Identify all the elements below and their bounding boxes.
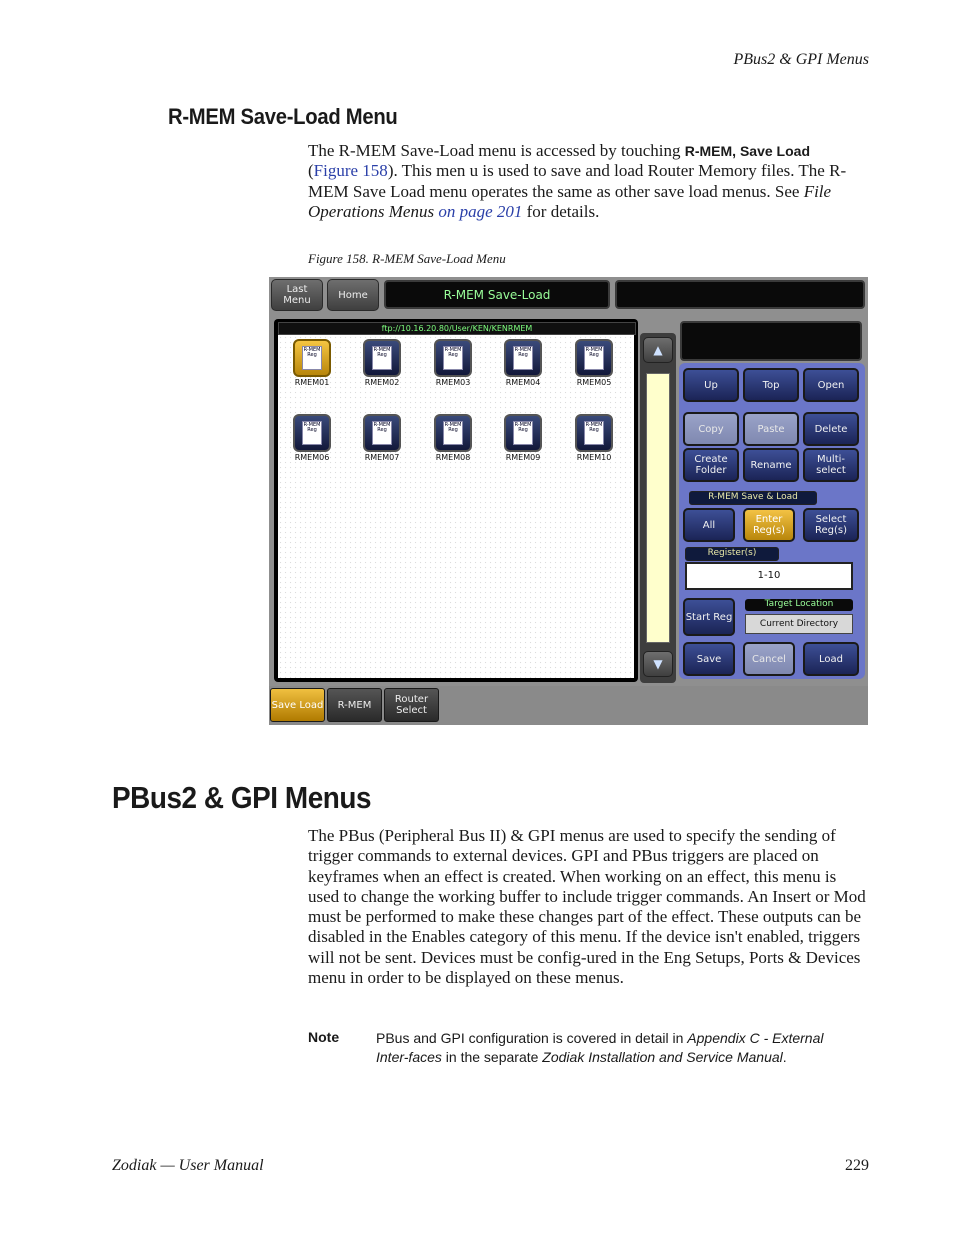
page-number: 229 xyxy=(845,1157,869,1174)
info-box xyxy=(680,321,862,361)
rmem-file-icon xyxy=(575,414,613,452)
rmem-paragraph xyxy=(308,141,870,222)
tab-save-load[interactable]: Save Load xyxy=(270,688,325,722)
bottom-tab-bar xyxy=(269,686,868,725)
rmem-file-icon xyxy=(504,414,542,452)
file-item[interactable] xyxy=(428,414,478,462)
multi-select-button[interactable]: Multi-select xyxy=(803,448,859,482)
file-name: RMEM06 xyxy=(294,453,330,462)
file-item[interactable] xyxy=(569,339,619,387)
start-reg-button[interactable]: Start Reg xyxy=(683,598,735,636)
file-ops-panel xyxy=(679,363,865,679)
delete-button[interactable]: Delete xyxy=(803,412,859,446)
text: ( xyxy=(308,161,314,181)
section-heading-rmem: R-MEM Save-Load Menu xyxy=(168,104,398,129)
save-button[interactable]: Save xyxy=(683,642,735,676)
icon-text: R-MEM Reg xyxy=(513,421,533,445)
manual-ref: Zodiak Installation and Service Manual xyxy=(542,1048,783,1065)
file-item[interactable] xyxy=(498,339,548,387)
save-load-label: R-MEM Save & Load xyxy=(689,491,817,505)
icon-text: R-MEM Reg xyxy=(584,421,604,445)
note-label: Note xyxy=(308,1029,340,1045)
rmem-file-icon xyxy=(434,414,472,452)
file-item[interactable] xyxy=(357,339,407,387)
scroll-track[interactable] xyxy=(646,373,670,643)
file-name: RMEM10 xyxy=(576,453,612,462)
rmem-file-icon xyxy=(363,414,401,452)
enter-regs-button[interactable]: Enter Reg(s) xyxy=(743,508,795,542)
note-text xyxy=(376,1029,856,1066)
icon-text: R-MEM Reg xyxy=(513,346,533,370)
registers-label: Register(s) xyxy=(685,547,779,561)
file-name: RMEM07 xyxy=(364,453,400,462)
menu-title: R-MEM Save-Load xyxy=(384,280,610,309)
status-box xyxy=(615,280,865,309)
tab-rmem[interactable]: R-MEM xyxy=(327,688,382,722)
current-directory-field[interactable]: Current Directory xyxy=(745,614,853,634)
figure-caption: Figure 158. R-MEM Save-Load Menu xyxy=(308,251,506,266)
rmem-file-icon xyxy=(434,339,472,377)
last-menu-button[interactable]: Last Menu xyxy=(271,279,323,311)
icon-text: R-MEM Reg xyxy=(584,346,604,370)
icon-text: R-MEM Reg xyxy=(443,346,463,370)
rename-button[interactable]: Rename xyxy=(743,448,799,482)
text: . xyxy=(782,1048,787,1065)
file-item[interactable] xyxy=(498,414,548,462)
scrollbar[interactable] xyxy=(640,333,676,683)
icon-text: R-MEM Reg xyxy=(372,346,392,370)
text: in the separate xyxy=(441,1048,543,1065)
file-item[interactable] xyxy=(569,414,619,462)
file-name: RMEM04 xyxy=(505,378,541,387)
file-name: RMEM09 xyxy=(505,453,541,462)
scroll-down-icon[interactable]: ▼ xyxy=(643,651,673,677)
text: for details. xyxy=(522,201,600,221)
file-item[interactable] xyxy=(428,339,478,387)
cancel-button[interactable]: Cancel xyxy=(743,642,795,676)
icon-text: R-MEM Reg xyxy=(302,421,322,445)
footer-title: Zodiak — User Manual xyxy=(112,1157,264,1174)
tab-router-select[interactable]: Router Select xyxy=(384,688,439,722)
icon-text: R-MEM Reg xyxy=(443,421,463,445)
appendix-ref: Appendix C - External Inter-faces xyxy=(376,1030,824,1065)
paste-button[interactable]: Paste xyxy=(743,412,799,446)
copy-button[interactable]: Copy xyxy=(683,412,739,446)
file-browser xyxy=(274,319,638,682)
text: PBus and GPI configuration is covered in detail in xyxy=(376,1030,688,1046)
load-button[interactable]: Load xyxy=(803,642,859,676)
home-button[interactable]: Home xyxy=(327,279,379,311)
rmem-file-icon xyxy=(363,339,401,377)
file-name: RMEM03 xyxy=(435,378,471,387)
pbus-paragraph: The PBus (Peripheral Bus II) & GPI menus are used to specify the sending of trigger commands to external devices. GPI and PBus triggers are placed on keyframes when an effect is created. When working on an effect, this menu is used to change the working buffer to include trigger commands. An Insert or Mod must be performed to make these changes part of the effect. These outputs can be disabled in the Enables category of this menu. If the device isn't enabled, triggers will not be sent. Devices must be config-ured in the Eng Setups, Ports & Devices menu in order to be displayed on these menus. xyxy=(308,826,866,988)
file-name: RMEM02 xyxy=(364,378,400,387)
icon-text: R-MEM Reg xyxy=(372,421,392,445)
up-button[interactable]: Up xyxy=(683,368,739,402)
rmem-file-icon xyxy=(293,339,331,377)
rmem-file-icon xyxy=(504,339,542,377)
registers-field[interactable]: 1-10 xyxy=(685,562,853,590)
rmem-file-icon xyxy=(293,414,331,452)
bold-command: R-MEM, Save Load xyxy=(684,143,810,159)
all-button[interactable]: All xyxy=(683,508,735,542)
figure-link[interactable]: Figure 158 xyxy=(313,161,388,181)
create-folder-button[interactable]: Create Folder xyxy=(683,448,739,482)
rmem-file-icon xyxy=(575,339,613,377)
open-button[interactable]: Open xyxy=(803,368,859,402)
page-link[interactable]: on page 201 xyxy=(438,201,523,221)
icon-text: R-MEM Reg xyxy=(302,346,322,370)
running-head: PBus2 & GPI Menus xyxy=(733,51,869,68)
file-name: RMEM01 xyxy=(294,378,330,387)
italic-ref: File Operations Menus xyxy=(308,181,832,221)
select-regs-button[interactable]: Select Reg(s) xyxy=(803,508,859,542)
target-location-label: Target Location xyxy=(745,599,853,611)
section-heading-pbus2: PBus2 & GPI Menus xyxy=(112,780,372,815)
text: The R-MEM Save-Load menu is accessed by touching xyxy=(308,141,685,160)
rmem-save-load-screenshot xyxy=(269,277,868,725)
file-name: RMEM05 xyxy=(576,378,612,387)
text: ). This men u is used to save and load Router Memory files. The R-MEM Save Load menu operates the same as other save load menus. See xyxy=(308,161,847,201)
path-bar: ftp://10.16.20.80/User/KEN/KENRMEM xyxy=(278,322,636,335)
file-item[interactable] xyxy=(287,339,337,387)
file-name: RMEM08 xyxy=(435,453,471,462)
file-list xyxy=(278,335,634,678)
file-item[interactable] xyxy=(357,414,407,462)
file-item[interactable] xyxy=(287,414,337,462)
top-button[interactable]: Top xyxy=(743,368,799,402)
scroll-up-icon[interactable]: ▲ xyxy=(643,337,673,363)
